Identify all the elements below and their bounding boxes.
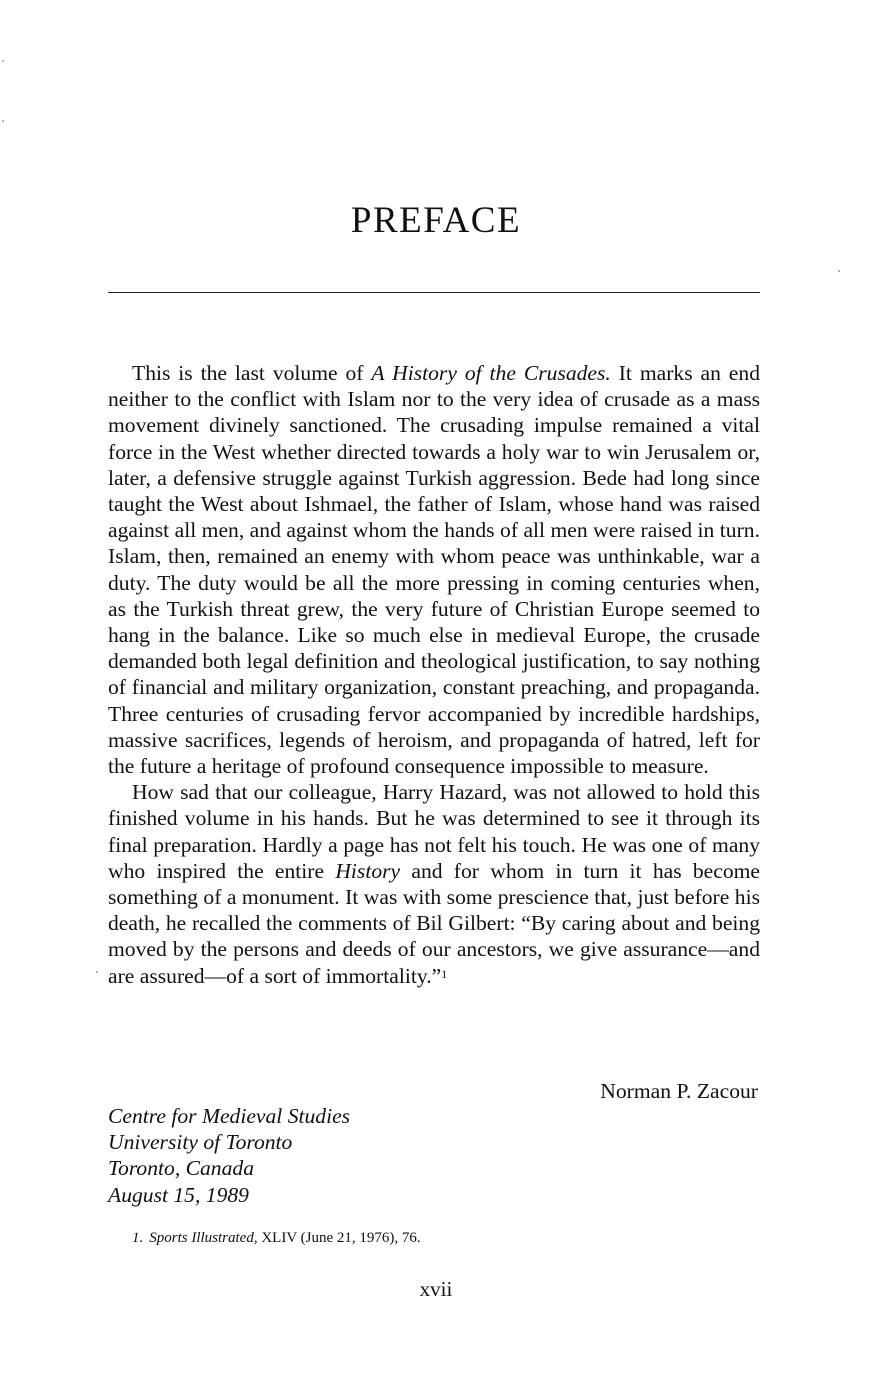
scan-speck <box>838 270 840 272</box>
page-title: PREFACE <box>350 200 522 241</box>
address-date: August 15, 1989 <box>108 1182 249 1207</box>
book-title: A History of the Crusades. <box>371 361 611 385</box>
author-address <box>108 1103 350 1208</box>
paragraph-1-rest: It marks an end neither to the conflict with Islam nor to the very idea of crusade as a mass movement divinely sanctioned. The crusading impulse remained a vital force in the West whether directed towards a holy war to win Jerusalem or, later, a defensive struggle against Turkish aggression. Bede had long since taught the West about Ishmael, the father of Islam, whose hand was raised against all men, and against whom the hands of all men were raised in turn. Islam, then, remained an enemy with whom peace was unthinkable, war a duty. The duty would be all the more pressing in coming centuries when, as the Turkish threat grew, the very future of Christian Europe seemed to hang in the balance. Like so much else in medieval Europe, the crusade demanded both legal definition and theological justification, to say nothing of financial and military organization, constant preaching, and propaganda. Three centuries of crusading fervor accompanied by incredible hardships, massive sacrifices, legends of heroism, and propaganda of hatred, left for the future a heritage of profound consequence impossible to measure. <box>108 361 760 779</box>
history-word: History <box>335 858 401 883</box>
page-number: xvii <box>419 1277 453 1301</box>
address-university: University of Toronto <box>108 1130 293 1155</box>
footnote-reference: 1 <box>441 966 448 981</box>
paragraph-2-rest: and for whom in turn it has become something of a monument. It was with some prescience that, just before his death, he recalled the comments of Bil Gilbert: “By caring about and being moved by the persons and deeds of our ancestors, we give assurance—and are assured—of a sort of immortality.” <box>108 858 760 988</box>
scan-speck <box>2 60 4 62</box>
paragraph-1 <box>108 360 760 779</box>
footnote <box>132 1228 421 1248</box>
title-rule <box>108 292 760 293</box>
scan-speck <box>96 971 98 973</box>
paragraph-2-lead: How sad that our colleague, Harry Hazard, was not allowed to hold this finished volume in his hands. But he was determined to see it through its final preparation. Hardly a page has not felt his touch. He was one of many who inspired the entire <box>108 780 760 883</box>
paragraph-1-lead: This is the last volume of <box>132 361 372 385</box>
footnote-number: 1. <box>132 1230 144 1246</box>
preface-body <box>108 360 760 989</box>
address-city: Toronto, Canada <box>108 1156 254 1181</box>
footnote-details: XLIV (June 21, 1976), 76. <box>257 1230 421 1246</box>
footnote-source: Sports Illustrated, <box>149 1230 258 1246</box>
paragraph-2 <box>108 779 760 989</box>
author-signature: Norman P. Zacour <box>600 1079 758 1103</box>
scan-speck <box>2 120 4 122</box>
address-institution: Centre for Medieval Studies <box>108 1104 351 1128</box>
